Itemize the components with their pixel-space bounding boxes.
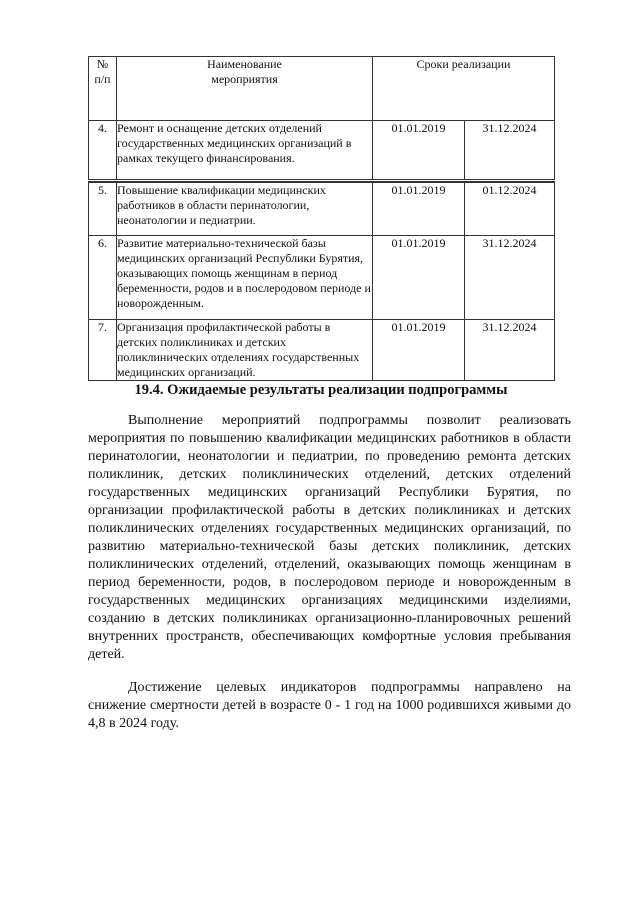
- row-activity: Развитие материально-технической базы медицинских организаций Республики Бурятия, оказывающих помощь женщинам в период беременности, родов и в послеродовом периоде и новорожденным.: [117, 236, 373, 320]
- header-activity-name: Наименование мероприятия: [117, 57, 373, 121]
- row-number: 4.: [89, 121, 117, 181]
- row-start-date: 01.01.2019: [373, 183, 465, 236]
- row-activity: Повышение квалификации медицинских работников в области перинатологии, неонатологии и педиатрии.: [117, 183, 373, 236]
- row-end-date: 31.12.2024: [465, 121, 555, 181]
- row-start-date: 01.01.2019: [373, 320, 465, 381]
- row-number: 5.: [89, 183, 117, 236]
- body-paragraph: Выполнение мероприятий подпрограммы позволит реализовать мероприятия по повышению квалификации медицинских работников в области перинатологии, неонатологии и педиатрии, по проведению ремонта детских поликлиник, детских поликлинических отделений, детских отделений государственных медицинских организаций Республики Бурятия, по организации профилактической работы в детских поликлиниках и детских поликлинических отделениях государственных медицинских организаций, по развитию материально-технической базы детских поликлиник, детских поликлинических отделений, отделений, оказывающих помощь женщинам в период беременности, родов, в послеродовом периоде и новорожденным в государственных медицинских организациях медицинскими изделиями, созданию в детских поликлиниках организационно-планировочных решений внутренних пространств, обеспечивающих комфортные условия пребывания детей.: [88, 413, 571, 662]
- row-number: 7.: [89, 320, 117, 381]
- row-activity: Организация профилактической работы в детских поликлиниках и детских поликлинических отделениях государственных медицинских организаций.: [117, 320, 373, 381]
- section-heading: 19.4. Ожидаемые результаты реализации подпрограммы: [134, 382, 508, 398]
- row-end-date: 01.12.2024: [465, 183, 555, 236]
- table-row: [89, 121, 555, 181]
- row-end-date: 31.12.2024: [465, 236, 555, 320]
- header-number: № п/п: [89, 57, 117, 121]
- table-header-row: [89, 57, 555, 121]
- table-row: [89, 236, 555, 320]
- row-activity: Ремонт и оснащение детских отделений государственных медицинских организаций в рамках текущего финансирования.: [117, 121, 373, 181]
- activities-table: [88, 56, 555, 381]
- row-end-date: 31.12.2024: [465, 320, 555, 381]
- row-start-date: 01.01.2019: [373, 236, 465, 320]
- table-row: [89, 320, 555, 381]
- body-paragraph: Достижение целевых индикаторов подпрограммы направлено на снижение смертности детей в возрасте 0 - 1 год на 1000 родившихся живыми до 4,8 в 2024 году.: [88, 680, 571, 731]
- row-start-date: 01.01.2019: [373, 121, 465, 181]
- header-implementation-term: Сроки реализации: [373, 57, 555, 121]
- table-row: [89, 183, 555, 236]
- row-number: 6.: [89, 236, 117, 320]
